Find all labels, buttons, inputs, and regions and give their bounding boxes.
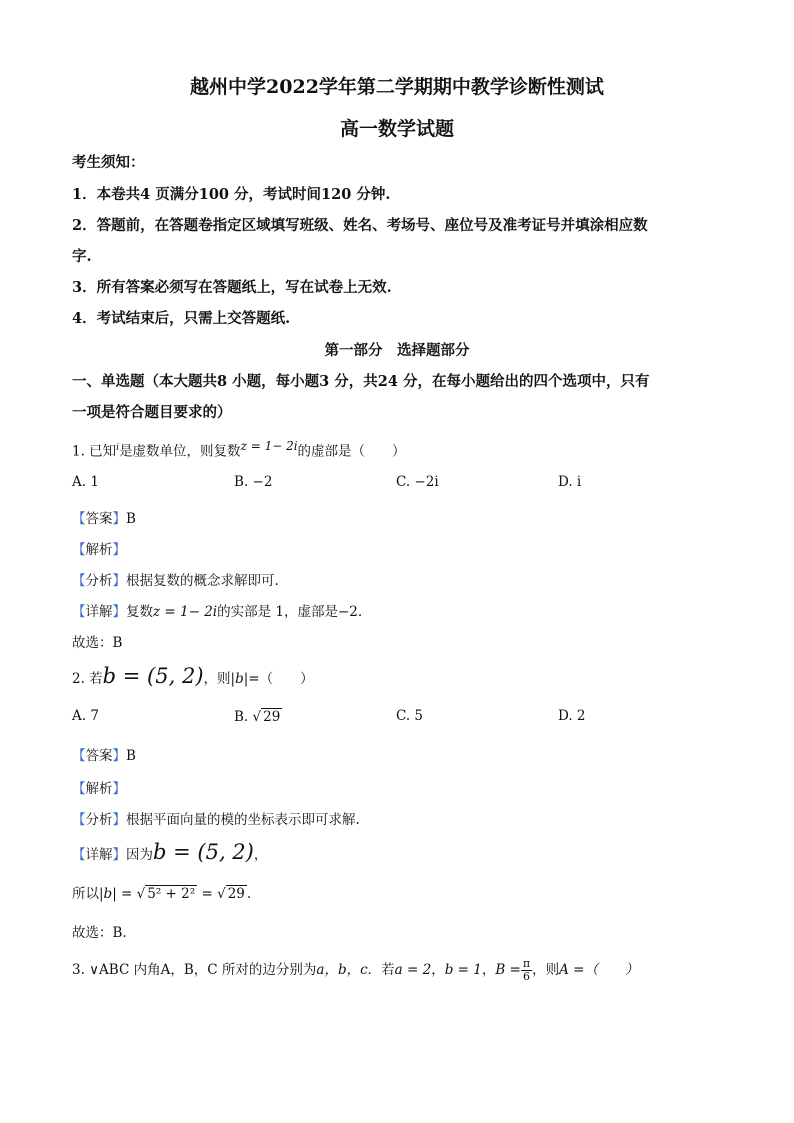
q2-answer: 【答案】B [72,748,136,764]
q2-xiangjie-text-b: ， [253,847,268,863]
q1-fenxi: 【分析】根据复数的概念求解即可. [72,573,279,589]
q2-xiangjie-expr: b = (5, 2) [153,840,254,864]
q1-answer: 【答案】B [72,511,136,527]
exam-subtitle: 高一数学试题 [339,118,454,140]
q3-stem-text-d: A =（ ） [559,962,639,978]
q1-choose: 故选：B [72,635,123,651]
q1-stem-i: i [116,443,120,453]
q2-so-end: . [246,886,252,902]
q2-stem-text-a: 2. 若 [72,671,103,687]
q3-cond-a: a = 2 [394,962,432,978]
q2-option-c: C. 5 [396,708,424,724]
q2-so-text: 所以 [72,886,99,902]
q1-xiangjie-expr: z = 1− 2i [153,604,218,620]
q2-stem-abs: |b| [230,671,249,687]
q3-sep-1: ， [431,962,445,978]
q1-xiangjie-text-a: 复数 [126,604,153,620]
q3-stem-text-a: 3. ∨ABC 内角A，B，C 所对的边分别为 [72,962,317,978]
q2-stem-expr: b = (5, 2) [102,664,204,688]
answer-label: 答案 [85,511,113,527]
notice-item-2-cont: 字. [72,248,92,265]
notice-item-2: 2．答题前，在答题卷指定区域填写班级、姓名、考场号、座位号及准考证号并填涂相应数 [72,217,648,234]
xiangjie-label: 详解 [85,604,113,620]
xiangjie-label: 详解 [85,847,113,863]
q2-choose: 故选：B. [72,925,127,941]
q1-stem-text-b: 是虚数单位，则复数 [119,443,241,460]
notice-item-3: 3．所有答案必须写在答题纸上，写在试卷上无效. [72,279,392,296]
q2-option-a: A. 7 [72,708,99,724]
fenxi-label: 分析 [85,573,113,589]
question-2-stem [72,664,314,688]
q1-analysis-tag: 【解析】 [72,542,126,558]
q2-option-d: D. 2 [558,708,586,724]
part-heading: 第一部分 选择题部分 [324,342,470,359]
analysis-label: 解析 [85,781,113,797]
answer-label: 答案 [85,748,113,764]
notice-item-4: 4．考试结束后，只需上交答题纸. [72,310,291,327]
q1-option-a: A. 1 [72,474,99,490]
q3-fraction [521,958,532,983]
q2-fenxi: 【分析】根据平面向量的模的坐标表示即可求解. [72,812,360,828]
q1-fenxi-text: 根据复数的概念求解即可. [126,573,279,589]
q1-stem-text-c: 的虚部是（ ） [297,443,406,460]
q3-stem-text-b: ．若 [367,962,395,978]
q3-frac-den: 6 [522,970,530,983]
q2-xiangjie: 【详解】因为b = (5, 2)， [72,840,268,864]
q1-stem-text-a: 1. 已知 [72,443,117,460]
q2-option-b: B. √ 29 [234,709,281,725]
notice-item-1: 1．本卷共4 页满分100 分，考试时间120 分钟. [72,186,391,203]
fenxi-label: 分析 [85,812,113,828]
q2-analysis-tag: 【解析】 [72,781,126,797]
q3-frac-num: π [522,957,531,970]
q3-cond-b: b = 1 [444,962,482,978]
q1-option-d: D. i [558,474,582,490]
exam-title: 越州中学2022学年第二学期期中教学诊断性测试 [190,76,604,98]
q1-option-c: C. −2i [396,474,439,490]
q3-stem-text-c: ，则 [532,962,560,978]
q1-option-b: B. −2 [234,474,273,490]
q1-answer-value: B [126,511,136,527]
question-3-stem [72,958,638,983]
q2-option-b-root: 29 [263,709,281,725]
q1-xiangjie-text-b: 的实部是 1，虚部是−2. [217,604,363,620]
q2-so-root1: 5² + 2² [147,886,196,902]
analysis-label: 解析 [85,542,113,558]
q2-so-eq: = [116,886,137,902]
q3-stem-vars: a，b，c [316,962,368,978]
q2-so-eq2: = [197,886,218,902]
section-heading-line1: 一、单选题（本大题共8 小题，每小题3 分，共24 分，在每小题给出的四个选项中，只有 [72,373,650,390]
question-1-stem [72,439,406,460]
q2-xiangjie-text-a: 因为 [126,847,153,863]
q2-answer-value: B [126,748,136,764]
q1-stem-expr: z = 1− 2i [240,439,298,453]
section-heading-line2: 一项是符合题目要求的） [72,404,232,421]
notice-heading: 考生须知： [72,154,145,171]
q2-so-abs: |b| [99,886,117,902]
q2-stem-text-b: ，则 [203,671,231,687]
q3-cond-c: B = [495,962,521,978]
q2-stem-text-c: =（ ） [248,671,314,687]
q2-so-line: 所以|b| = √ 5² + 2² = √ 29 . [72,886,252,902]
q2-fenxi-text: 根据平面向量的模的坐标表示即可求解. [126,812,360,828]
q2-so-root2: 29 [227,886,245,902]
q3-sep-2: ， [481,962,496,978]
q1-xiangjie: 【详解】复数z = 1− 2i的实部是 1，虚部是−2. [72,604,363,620]
q2-option-b-label: B. [234,709,249,725]
